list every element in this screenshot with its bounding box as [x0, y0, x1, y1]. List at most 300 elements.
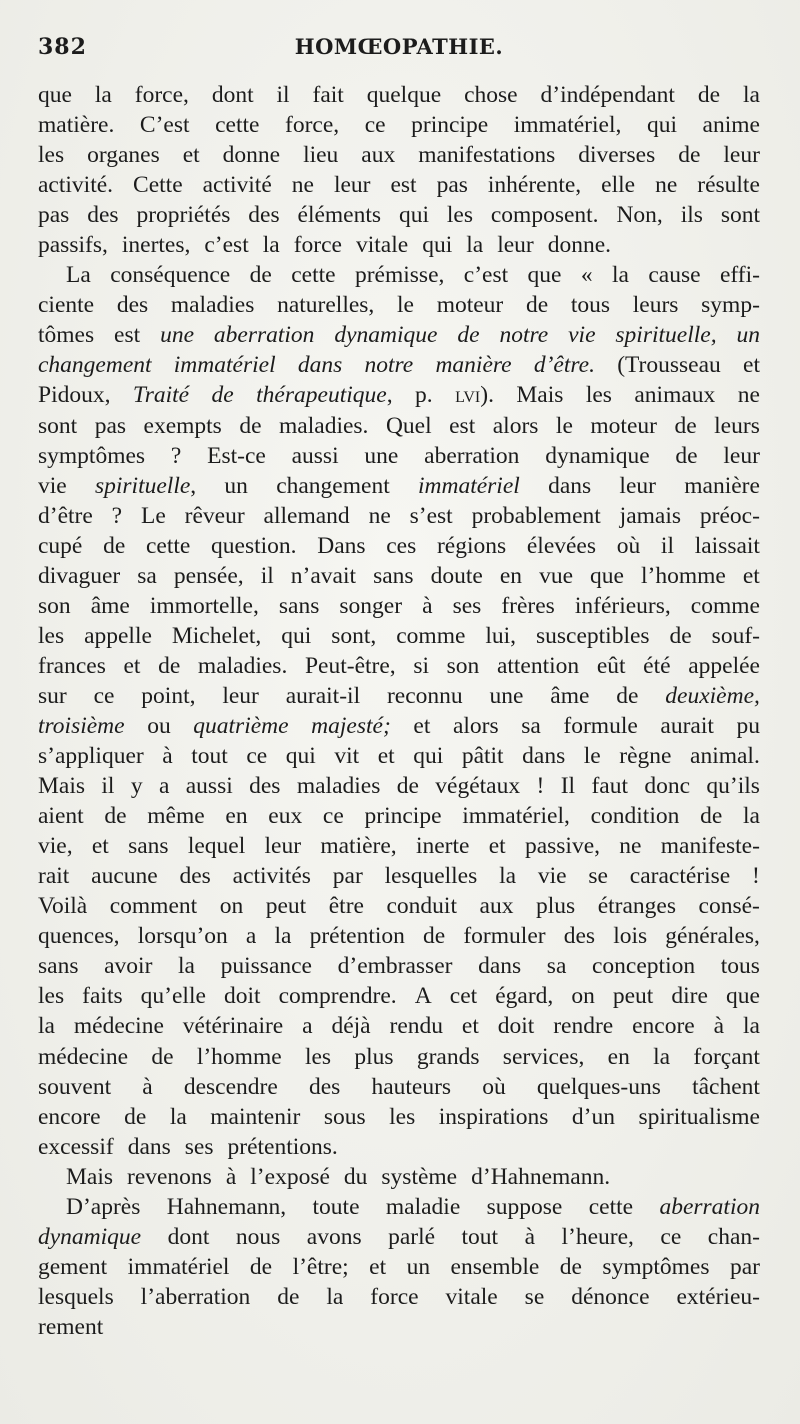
word: reconnu: [386, 682, 463, 709]
word: frances: [38, 652, 106, 679]
word: doit: [497, 1013, 535, 1040]
word: si: [413, 652, 429, 679]
word: inhérente,: [487, 172, 582, 199]
text-line: [38, 711, 760, 741]
word: conduit: [386, 893, 457, 920]
word: est: [449, 412, 476, 439]
word: excessif: [38, 1133, 114, 1160]
word: doute: [430, 562, 483, 589]
word: en: [225, 803, 248, 830]
word: symptômes: [38, 442, 146, 469]
word: qui: [646, 112, 677, 139]
word: d’Hahnemann.: [471, 1163, 611, 1190]
word: l’aberration: [140, 1283, 251, 1310]
word: règne: [619, 743, 672, 770]
word: de: [211, 382, 234, 409]
word: à: [162, 743, 173, 770]
word: la: [169, 1103, 187, 1130]
word: leur: [723, 442, 760, 469]
word: rendre: [553, 1013, 614, 1040]
word: rait: [38, 863, 70, 890]
word: et: [742, 562, 760, 589]
word: la: [653, 1043, 671, 1070]
word: formuler: [463, 923, 546, 950]
word: sans: [373, 562, 414, 589]
word: ses: [452, 592, 482, 619]
word: aux: [479, 893, 514, 920]
word: n’avait: [290, 562, 357, 589]
word: déjà: [331, 1013, 371, 1040]
word: !: [752, 863, 760, 890]
word: manière: [435, 352, 512, 379]
word: point,: [141, 682, 196, 709]
word: comment: [109, 893, 198, 920]
word: c’est: [463, 262, 509, 289]
word: maladies.: [197, 652, 288, 679]
word: même: [147, 803, 205, 830]
word: de: [158, 652, 181, 679]
word: une: [489, 682, 524, 709]
word: en: [499, 562, 523, 589]
word: ce: [93, 682, 115, 709]
word: que: [527, 262, 562, 289]
word: Mais: [66, 1163, 113, 1190]
word: A: [414, 983, 432, 1010]
word: allemand: [263, 502, 350, 529]
word: maladies: [170, 292, 255, 319]
word: aussi: [185, 773, 233, 800]
word: tout: [191, 743, 228, 770]
word: encore: [632, 1013, 695, 1040]
word: cette: [588, 1193, 634, 1220]
word: rendu: [389, 1013, 444, 1040]
text-line: [38, 140, 760, 170]
word: tout: [461, 1223, 499, 1250]
text-line: [38, 981, 760, 1011]
word: probablement: [471, 502, 601, 529]
word: «: [580, 262, 593, 289]
word: sont: [720, 202, 760, 229]
text-line: [38, 411, 760, 441]
word: par: [332, 863, 363, 890]
text-line: [38, 741, 760, 771]
text-line: [38, 1192, 760, 1222]
word: les: [446, 202, 473, 229]
word: fait: [312, 82, 344, 108]
word: l’heure,: [561, 1223, 634, 1250]
word: la: [326, 1283, 344, 1310]
word: alors: [452, 712, 499, 739]
text-line: [38, 591, 760, 621]
word: de: [277, 1283, 300, 1310]
word: vitale: [445, 1283, 498, 1310]
word: sans: [128, 833, 169, 860]
word: leur: [333, 172, 371, 199]
word: Quel: [385, 412, 432, 439]
word: chose: [464, 82, 518, 108]
word: grands: [416, 1043, 480, 1070]
word: vit: [334, 743, 360, 770]
word: animaux: [634, 382, 716, 409]
word: cause: [648, 262, 701, 289]
word: d’un: [571, 1103, 615, 1130]
word: l’exposé: [250, 1163, 330, 1190]
word: inertes,: [121, 232, 191, 259]
word: susceptibles: [536, 622, 650, 649]
word: de: [525, 292, 549, 319]
word: donne.: [547, 232, 612, 259]
text-line: [38, 80, 760, 110]
word: son: [446, 652, 480, 679]
word: médecine: [38, 1043, 129, 1070]
word: qu’ils: [706, 773, 760, 800]
word: de: [239, 412, 262, 439]
word: ces: [386, 532, 417, 559]
word: manifeste-: [660, 833, 760, 860]
word: ce: [322, 803, 344, 830]
word: matière.: [38, 112, 115, 139]
word: p.: [415, 382, 433, 409]
text-line: [38, 380, 760, 410]
word: aucune: [91, 863, 158, 890]
word: à: [225, 1163, 237, 1190]
word: alors: [492, 412, 539, 439]
text-line: [38, 170, 760, 200]
word: tous: [720, 953, 760, 980]
word: des: [563, 923, 596, 950]
word: Pidoux,: [38, 382, 111, 409]
word: cupé: [38, 532, 83, 559]
word: médecine: [73, 1013, 164, 1040]
word: quelque: [366, 82, 442, 108]
word: l’être;: [292, 1253, 349, 1280]
word: leur: [264, 833, 302, 860]
word: appelle: [84, 622, 152, 649]
word: moteur: [590, 412, 657, 439]
word: ne: [655, 172, 678, 199]
word: la: [274, 923, 292, 950]
word: faut: [591, 773, 628, 800]
word: de: [249, 262, 272, 289]
word: comme: [396, 622, 466, 649]
word: à: [524, 1223, 536, 1250]
word: passive,: [524, 833, 601, 860]
word: et: [369, 1253, 387, 1280]
word: vie,: [38, 833, 73, 860]
word: un: [406, 1253, 431, 1280]
word: sous: [323, 1103, 366, 1130]
word: activité.: [38, 172, 114, 199]
word: extérieu-: [676, 1283, 760, 1310]
word: naturelles,: [277, 292, 375, 319]
word: Traité: [132, 382, 190, 409]
word: changement: [276, 472, 390, 499]
word: rêveur: [184, 502, 245, 529]
word: une: [364, 442, 399, 469]
word: dynamique: [334, 322, 438, 349]
word: égard,: [495, 983, 554, 1010]
word: de: [669, 622, 692, 649]
word: lois: [613, 923, 648, 950]
word: Peut-être,: [304, 652, 396, 679]
text-line: [38, 621, 760, 651]
word: ou: [147, 712, 171, 739]
word: cette: [215, 112, 260, 139]
word: de: [457, 322, 480, 349]
word: thérapeutique,: [256, 382, 393, 409]
word: il: [660, 532, 674, 559]
word: des: [248, 202, 280, 229]
word: et: [123, 652, 141, 679]
word: de: [423, 923, 446, 950]
word: ?: [111, 502, 123, 529]
word: de: [559, 1253, 582, 1280]
word: immatériel,: [513, 112, 622, 139]
word: comme: [690, 592, 760, 619]
word: Hahnemann,: [166, 1193, 287, 1220]
word: un: [224, 472, 248, 499]
word: leur: [222, 682, 259, 709]
word: Michelet,: [171, 622, 262, 649]
text-line: [38, 561, 760, 591]
word: eux: [268, 803, 303, 830]
word: été: [643, 652, 671, 679]
word: conséquence: [110, 262, 231, 289]
word: aussi: [291, 442, 339, 469]
word: la: [742, 1013, 760, 1040]
word: où: [482, 1073, 506, 1100]
word: immatériel: [417, 472, 520, 499]
word: sa: [546, 953, 567, 980]
word: des: [308, 1073, 341, 1100]
word: lieu: [303, 142, 339, 169]
word: force,: [285, 112, 340, 139]
word: sa: [521, 712, 541, 739]
word: a: [245, 923, 257, 950]
text-line: [38, 771, 760, 801]
word: principe: [411, 112, 489, 139]
word: composent.: [490, 202, 599, 229]
word: symptômes: [602, 1253, 710, 1280]
word: frères: [501, 592, 555, 619]
word: qui: [398, 202, 429, 229]
word: son: [38, 592, 71, 619]
word: maladies.: [279, 412, 369, 439]
word: être: [328, 893, 364, 920]
word: avoir: [104, 953, 153, 980]
word: notre: [364, 352, 414, 379]
word: lesquels: [38, 1283, 114, 1310]
word: leur: [723, 142, 760, 169]
word: et: [91, 833, 109, 860]
word: les: [585, 382, 612, 409]
word: forçant: [693, 1043, 760, 1070]
word: leurs: [714, 412, 760, 439]
word: laissait: [694, 532, 760, 559]
word: l’homme: [641, 562, 726, 589]
word: les: [304, 1043, 332, 1070]
word: immatériel: [127, 1253, 230, 1280]
word: la: [742, 82, 760, 108]
word: des: [87, 202, 119, 229]
word: sont,: [331, 622, 377, 649]
word: manifestations: [418, 142, 556, 169]
word: aient: [38, 803, 84, 830]
word: c’est: [204, 232, 249, 259]
word: Cette: [133, 172, 183, 199]
word: Mais: [516, 382, 564, 409]
word: ce: [660, 1223, 682, 1250]
word: qui: [422, 232, 453, 259]
word: qu’elle: [140, 983, 206, 1010]
text-line: [38, 831, 760, 861]
text-line: [38, 200, 760, 230]
text-line: [38, 1132, 760, 1162]
word: donne: [222, 142, 281, 169]
word: notre: [499, 322, 549, 349]
word: nous: [235, 1223, 281, 1250]
word: s’appliquer: [38, 743, 144, 770]
word: de: [396, 773, 419, 800]
word: des: [179, 863, 211, 890]
word: prétentions.: [227, 1133, 338, 1160]
word: et: [743, 352, 760, 379]
word: vie: [568, 322, 596, 349]
word: tous: [570, 292, 611, 319]
word: le: [555, 412, 573, 439]
word: aberration: [659, 1193, 760, 1220]
word: il: [260, 562, 274, 589]
word: elle: [601, 172, 636, 199]
text-line: [38, 1072, 760, 1102]
word: Non,: [616, 202, 663, 229]
word: qui: [281, 622, 312, 649]
word: de: [616, 682, 639, 709]
word: qui: [285, 743, 316, 770]
word: sont: [38, 412, 78, 439]
word: effi-: [719, 262, 760, 289]
word: aberration: [424, 442, 520, 469]
word: inerte: [415, 833, 470, 860]
word: songer: [339, 592, 403, 619]
word: éléments: [297, 202, 382, 229]
word: de: [103, 532, 126, 559]
word: âme: [90, 592, 130, 619]
word: avons: [306, 1223, 362, 1250]
word: à: [713, 1013, 725, 1040]
text-line: [38, 801, 760, 831]
word: dans: [548, 472, 592, 499]
word: ses: [184, 1133, 214, 1160]
word: la: [499, 863, 517, 890]
word: à: [142, 1073, 153, 1100]
word: et: [488, 833, 506, 860]
word: à: [422, 592, 433, 619]
word: La: [66, 262, 91, 289]
word: lui,: [485, 622, 517, 649]
word: et: [377, 743, 395, 770]
word: spiritualisme: [638, 1103, 760, 1130]
text-line: [38, 951, 760, 981]
text-line: [38, 681, 760, 711]
word: vitale: [355, 232, 409, 259]
word: Dans: [317, 532, 366, 559]
word: lorsqu’on: [137, 923, 228, 950]
word: et: [461, 1013, 479, 1040]
word: élevées: [526, 532, 597, 559]
word: changement: [38, 352, 152, 379]
word: sa: [137, 562, 157, 589]
word: tômes: [38, 322, 95, 349]
word: les: [38, 622, 65, 649]
text-line: [38, 1252, 760, 1282]
text-line: [38, 350, 760, 380]
word: Le: [140, 502, 166, 529]
word: encore: [38, 1103, 101, 1130]
word: ils: [680, 202, 703, 229]
word: on: [219, 893, 244, 920]
word: vue: [539, 562, 573, 589]
word: attention: [496, 652, 580, 679]
word: Est-ce: [207, 442, 266, 469]
word: dire: [671, 983, 708, 1010]
word: il: [276, 82, 290, 108]
word: C’est: [139, 112, 190, 139]
word: qui: [413, 743, 444, 770]
word: peut: [265, 893, 307, 920]
word: vie: [38, 472, 67, 499]
word: les: [389, 1103, 416, 1130]
word: la: [742, 803, 760, 830]
word: question.: [211, 532, 297, 559]
word: spirituelle,: [615, 322, 717, 349]
word: vie: [537, 863, 567, 890]
word: services,: [502, 1043, 585, 1070]
word: dans: [478, 953, 522, 980]
word: ne: [619, 833, 642, 860]
text-line: [38, 230, 760, 260]
word: pu: [736, 712, 760, 739]
word: force,: [134, 82, 189, 108]
word: divaguer: [38, 562, 121, 589]
word: prétention: [309, 923, 405, 950]
word: revenons: [127, 1163, 212, 1190]
word: de: [104, 803, 127, 830]
word: d’être.: [533, 352, 595, 379]
running-head: HOMŒOPATHIE.: [294, 34, 504, 59]
word: étranges: [597, 893, 676, 920]
word: dynamique: [38, 1223, 142, 1250]
word: a: [158, 773, 170, 800]
word: aurait-il: [285, 682, 361, 709]
word: hauteurs: [371, 1073, 452, 1100]
word: générales,: [665, 923, 760, 950]
word: leur: [497, 232, 534, 259]
word: faits: [82, 983, 123, 1010]
word: force: [370, 1283, 419, 1310]
word: quelques-uns: [536, 1073, 661, 1100]
word: suppose: [486, 1193, 563, 1220]
word: ne: [368, 502, 391, 529]
word: conception: [592, 953, 696, 980]
text-line: [38, 260, 760, 290]
word: préoc-: [699, 502, 760, 529]
word: la: [612, 262, 629, 289]
text-line: [38, 651, 760, 681]
text-line: [38, 921, 760, 951]
word: dans: [522, 743, 566, 770]
word: de: [675, 442, 698, 469]
